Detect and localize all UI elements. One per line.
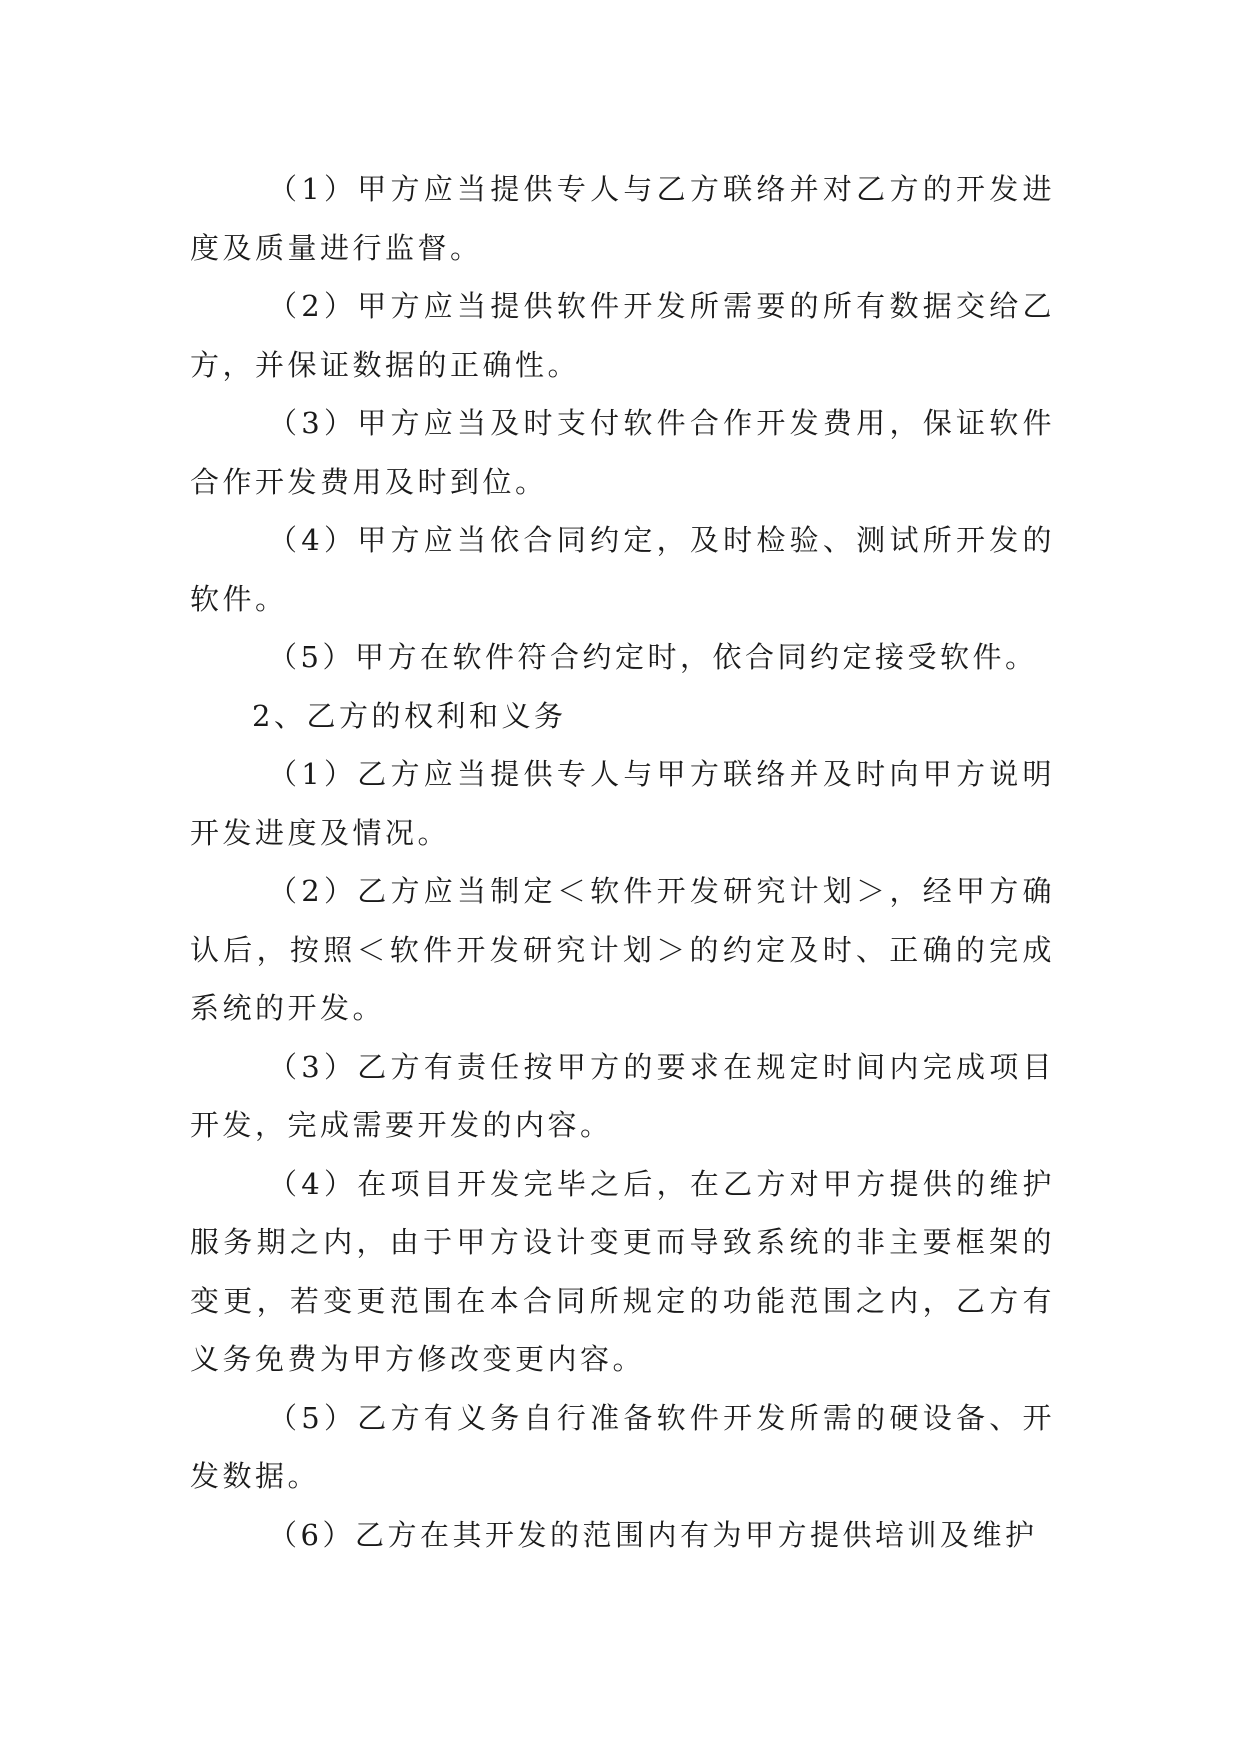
party-b-item-5: （5）乙方有义务自行准备软件开发所需的硬设备、开发数据。 — [190, 1400, 1055, 1493]
party-a-item-1: （1）甲方应当提供专人与乙方联络并对乙方的开发进度及质量进行监督。 — [190, 172, 1055, 265]
party-b-item-6: （6）乙方在其开发的范围内有为甲方提供培训及维护 — [268, 1517, 1038, 1552]
party-a-item-4: （4）甲方应当依合同约定，及时检验、测试所开发的软件。 — [190, 523, 1055, 616]
party-b-item-3: （3）乙方有责任按甲方的要求在规定时间内完成项目开发，完成需要开发的内容。 — [190, 1049, 1055, 1142]
party-b-item-2: （2）乙方应当制定＜软件开发研究计划＞，经甲方确认后，按照＜软件开发研究计划＞的约定及时、正确的完成系统的开发。 — [190, 874, 1055, 1025]
party-a-item-2: （2）甲方应当提供软件开发所需要的所有数据交给乙方，并保证数据的正确性。 — [190, 289, 1055, 382]
party-a-item-5: （5）甲方在软件符合约定时，依合同约定接受软件。 — [268, 640, 1038, 674]
party-b-item-4: （4）在项目开发完毕之后，在乙方对甲方提供的维护服务期之内，由于甲方设计变更而导致系统的非主要框架的变更，若变更范围在本合同所规定的功能范围之内，乙方有义务免费为甲方修改变更内容。 — [190, 1166, 1055, 1376]
document-body — [190, 160, 1055, 1564]
party-a-item-3: （3）甲方应当及时支付软件合作开发费用，保证软件合作开发费用及时到位。 — [190, 406, 1055, 499]
section-heading: 2、乙方的权利和义务 — [252, 698, 567, 733]
party-b-item-1: （1）乙方应当提供专人与甲方联络并及时向甲方说明开发进度及情况。 — [190, 757, 1055, 850]
